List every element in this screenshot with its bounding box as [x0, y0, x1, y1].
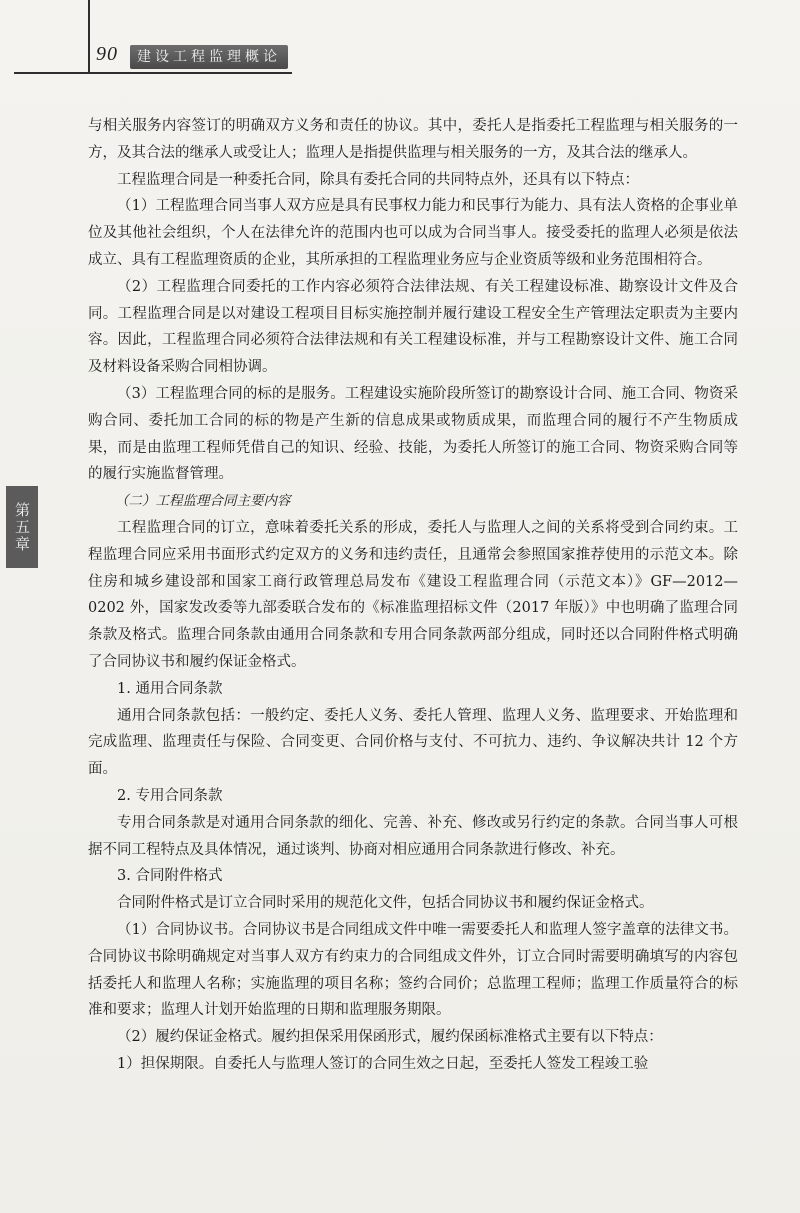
- paragraph: （2）履约保证金格式。履约担保采用保函形式，履约保函标准格式主要有以下特点：: [117, 1029, 663, 1046]
- paragraph: 专用合同条款是对通用合同条款的细化、完善、补充、修改或另行约定的条款。合同当事人可根据不同工程特点及具体情况，通过谈判、协商对相应通用合同条款进行修改、补充。: [88, 814, 738, 858]
- running-header-title: 建设工程监理概论: [130, 45, 288, 69]
- page-number: 90: [96, 43, 118, 65]
- paragraph: 合同附件格式是订立合同时采用的规范化文件，包括合同协议书和履约保证金格式。: [117, 895, 654, 912]
- body-text: [88, 113, 738, 1078]
- paragraph: （1）工程监理合同当事人双方应是具有民事权力能力和民事行为能力、具有法人资格的企事业单位及其他社会组织，个人在法律允许的范围内也可以成为合同当事人。接受委托的监理人必须是依法成立、具有工程监理资质的企业，其所承担的工程监理业务应与企业资质等级和业务范围相符合。: [88, 198, 738, 268]
- subsection-heading: 1. 通用合同条款: [117, 680, 223, 697]
- paragraph: 工程监理合同是一种委托合同，除具有委托合同的共同特点外，还具有以下特点：: [117, 171, 639, 188]
- paragraph: 通用合同条款包括：一般约定、委托人义务、委托人管理、监理人义务、监理要求、开始监理和完成监理、监理责任与保险、合同变更、合同价格与支付、不可抗力、违约、争议解决共计 12 个方面。: [88, 707, 738, 778]
- paragraph: 工程监理合同的订立，意味着委托关系的形成，委托人与监理人之间的关系将受到合同约束。工程监理合同应采用书面形式约定双方的义务和违约责任，且通常会参照国家推荐使用的示范文本。除住房和城乡建设部和国家工商行政管理总局发布《建设工程监理合同（示范文本）》GF—2012—0202 外，国家发改委等九部委联合发布的《标准监理招标文件（2017 年版）》中也明确了监理合同条款及格式。监理合同条款由通用合同条款和专用合同条款两部分组成，同时还以合同附件格式明确了合同协议书和履约保证金格式。: [88, 519, 738, 670]
- paragraph: 1）担保期限。自委托人与监理人签订的合同生效之日起，至委托人签发工程竣工验: [117, 1055, 649, 1072]
- header-vertical-rule: [88, 0, 90, 74]
- paragraph: （3）工程监理合同的标的是服务。工程建设实施阶段所签订的勘察设计合同、施工合同、物资采购合同、委托加工合同的标的物是产生新的信息成果或物质成果，而监理合同的履行不产生物质成果，而是由监理工程师凭借自己的知识、经验、技能，为委托人所签订的施工合同、物资采购合同等的履行实施监督管理。: [88, 385, 738, 483]
- paragraph-continuation: 与相关服务内容签订的明确双方义务和责任的协议。其中，委托人是指委托工程监理与相关服务的一方，及其合法的继承人或受让人；监理人是指提供监理与相关服务的一方，及其合法的继承人。: [88, 118, 738, 161]
- subsection-heading: 3. 合同附件格式: [117, 868, 223, 885]
- paragraph: （2）工程监理合同委托的工作内容必须符合法律法规、有关工程建设标准、勘察设计文件及合同。工程监理合同是以对建设工程项目目标实施控制并履行建设工程安全生产管理法定职责为主要内容。因此，工程监理合同必须符合法律法规和有关工程建设标准，并与工程勘察设计文件、施工合同及材料设备采购合同相协调。: [88, 278, 738, 376]
- chapter-tab: 第五章: [6, 486, 38, 568]
- subsection-heading: 2. 专用合同条款: [117, 787, 223, 804]
- paragraph: （1）合同协议书。合同协议书是合同组成文件中唯一需要委托人和监理人签字盖章的法律文书。合同协议书除明确规定对当事人双方有约束力的合同组成文件外，订立合同时需要明确填写的内容包括委托人和监理人名称；实施监理的项目名称；签约合同价；总监理工程师；监理工作质量符合的标准和要求；监理人计划开始监理的日期和监理服务期限。: [88, 921, 738, 1019]
- header-horizontal-rule: [14, 72, 292, 74]
- section-heading: （二）工程监理合同主要内容: [115, 493, 291, 510]
